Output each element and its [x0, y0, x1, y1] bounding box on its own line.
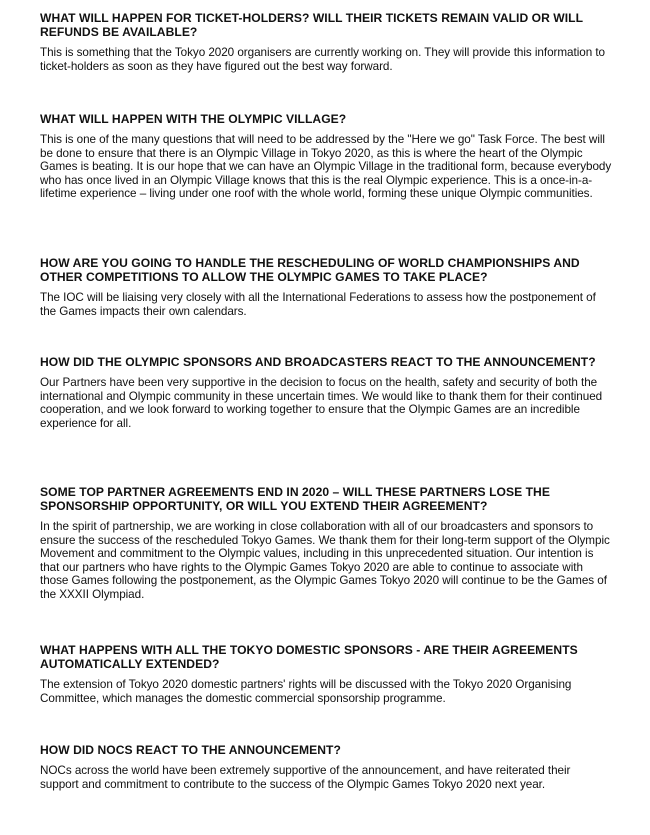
faq-answer: The extension of Tokyo 2020 domestic partners' rights will be discussed with the Tokyo 2020 Organising Committee, which manages the domestic commercial sponsorship programme. [40, 678, 572, 705]
faq-question: WHAT WILL HAPPEN WITH THE OLYMPIC VILLAGE? [40, 112, 347, 126]
faq-section-top-partners [40, 485, 612, 602]
faq-answer: In the spirit of partnership, we are working in close collaboration with all of our broadcasters and sponsors to ensure the success of the rescheduled Tokyo Games. We thank them for their long-term support of the Olympic Movement and commitment to the Olympic values, including in this unprecedented situation. Our intention is that our partners who have rights to the Olympic Games Tokyo 2020 are able to continue to associate with those Games following the postponement, as the Olympic Games Tokyo 2020 will continue to be the Games of the XXXII Olympiad. [40, 520, 610, 601]
faq-question: WHAT WILL HAPPEN FOR TICKET-HOLDERS? WILL THEIR TICKETS REMAIN VALID OR WILL REFUNDS BE AVAILABLE? [40, 11, 583, 39]
faq-question: HOW DID THE OLYMPIC SPONSORS AND BROADCASTERS REACT TO THE ANNOUNCEMENT? [40, 355, 596, 369]
faq-section-sponsors-broadcasters [40, 355, 612, 430]
faq-question: HOW DID NOCS REACT TO THE ANNOUNCEMENT? [40, 743, 341, 757]
faq-answer: The IOC will be liaising very closely with all the International Federations to assess how the postponement of the Games impacts their own calendars. [40, 291, 596, 318]
faq-section-nocs [40, 743, 612, 791]
faq-answer: NOCs across the world have been extremely supportive of the announcement, and have reiterated their support and commitment to contribute to the success of the Olympic Games Tokyo 2020 next year. [40, 764, 571, 791]
faq-section-rescheduling [40, 256, 612, 318]
faq-question: SOME TOP PARTNER AGREEMENTS END IN 2020 – WILL THESE PARTNERS LOSE THE SPONSORSHIP OPPORTUNITY, OR WILL YOU EXTEND THEIR AGREEMENT? [40, 485, 550, 513]
faq-section-olympic-village [40, 112, 612, 201]
faq-answer: Our Partners have been very supportive in the decision to focus on the health, safety and security of both the international and Olympic community in these uncertain times. We would like to thank them for their continued cooperation, and we look forward to working together to ensure that the Olympic Games are an incredible experience for all. [40, 376, 603, 430]
faq-answer: This is one of the many questions that will need to be addressed by the "Here we go" Task Force. The best will be done to ensure that there is an Olympic Village in Tokyo 2020, as this is where the heart of the Olympic Games is beating. It is our hope that we can have an Olympic Village in the traditional form, because everybody who has once lived in an Olympic Village knows that this is the real Olympic experience. This is a once-in-a-lifetime experience – living under one roof with the whole world, forming these unique Olympic communities. [40, 133, 612, 201]
faq-answer: This is something that the Tokyo 2020 organisers are currently working on. They will provide this information to ticket-holders as soon as they have figured out the best way forward. [40, 46, 605, 73]
faq-section-tickets [40, 11, 612, 73]
faq-question: WHAT HAPPENS WITH ALL THE TOKYO DOMESTIC SPONSORS - ARE THEIR AGREEMENTS AUTOMATICALLY EXTENDED? [40, 643, 578, 671]
faq-section-domestic-sponsors [40, 643, 612, 705]
faq-question: HOW ARE YOU GOING TO HANDLE THE RESCHEDULING OF WORLD CHAMPIONSHIPS AND OTHER COMPETITIONS TO ALLOW THE OLYMPIC GAMES TO TAKE PLACE? [40, 256, 580, 284]
